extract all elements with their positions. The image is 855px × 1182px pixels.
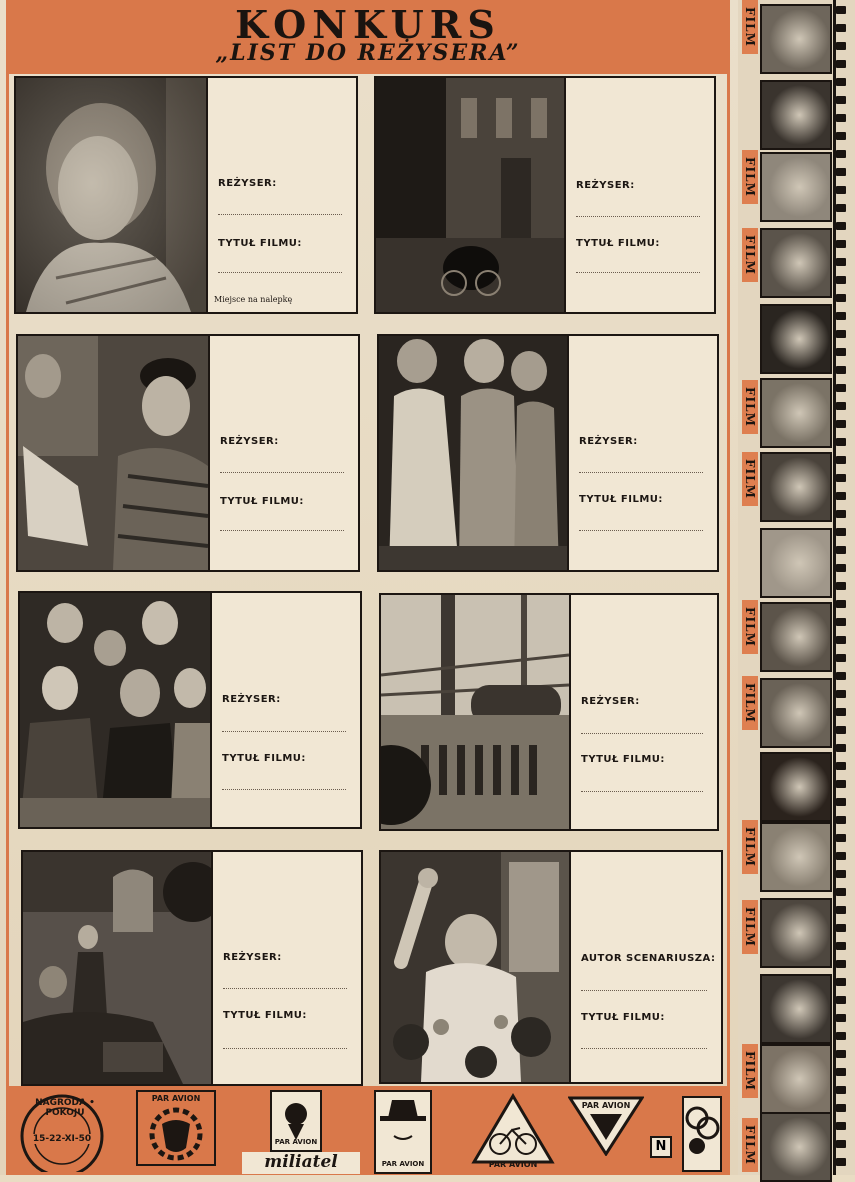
film-perforation [836,24,846,32]
film-strip-frame [760,304,832,374]
film-perforation [836,600,846,608]
film-title-label: TYTUŁ FILMU: [576,238,660,249]
film-perforation [836,816,846,824]
shield-stamp [568,1094,644,1156]
director-label: REŻYSER: [581,696,640,707]
director-label: REŻYSER: [579,436,638,447]
postmark-stamp [16,1092,108,1172]
film-strip-frame [760,602,832,672]
entry-form [210,334,360,572]
film-perforation [836,564,846,572]
entry-form [569,334,719,572]
film-perforation [836,744,846,752]
film-perforation [836,852,846,860]
film-perforation [836,276,846,284]
film-perforation [836,258,846,266]
film-perforation [836,762,846,770]
stamps-footer [6,1086,730,1175]
film-perforation [836,132,846,140]
film-perforation [836,924,846,932]
film-title-entry-line[interactable] [222,789,346,790]
entry-form [208,76,358,314]
director-label: REŻYSER: [223,952,282,963]
page-subtitle: „LIST DO REŻYSERA” [215,40,521,66]
par-avion-label: PAR AVION [274,1138,318,1146]
film-strip-word: FILM [742,380,758,434]
film-perforation [836,636,846,644]
film-strip-frame [760,4,832,74]
film-perforation [836,888,846,896]
film-perforation [836,1122,846,1130]
film-strip-frame [760,452,832,522]
par-avion-label: PAR AVION [488,1160,538,1169]
film-title-entry-line[interactable] [581,1048,707,1049]
film-title-label: TYTUŁ FILMU: [581,754,665,765]
film-perforation [836,312,846,320]
film-perforation [836,366,846,374]
film-strip-word: FILM [742,1118,758,1172]
shuttlecock-stamp [270,1090,322,1152]
entry-form [212,591,362,829]
film-perforation [836,996,846,1004]
film-still-photo [379,593,571,831]
rings-stamp [682,1096,722,1172]
film-perforation [836,1104,846,1112]
film-perforation [836,618,846,626]
film-perforation [836,114,846,122]
film-still-photo [374,76,566,314]
director-label: REŻYSER: [220,436,279,447]
film-strip-word: FILM [742,820,758,874]
bicycle-stamp [470,1092,556,1172]
film-strip-frame [760,1044,832,1114]
film-perforation [836,942,846,950]
film-perforation [836,1158,846,1166]
film-strip-word: FILM [742,1044,758,1098]
film-still-photo [379,850,571,1084]
film-perforation [836,546,846,554]
film-still-photo [377,334,569,572]
film-perforation [836,456,846,464]
film-title-entry-line[interactable] [581,791,703,792]
film-perforation [836,780,846,788]
film-perforation [836,204,846,212]
film-perforation [836,1032,846,1040]
film-title-label: TYTUŁ FILMU: [579,494,663,505]
director-entry-line[interactable] [222,731,346,732]
film-strip-word: FILM [742,600,758,654]
film-perforation [836,834,846,842]
brand-stamp [242,1152,360,1174]
entry-form [213,850,363,1086]
film-perforation [836,798,846,806]
hat-stamp [374,1090,432,1174]
postmark-text: NAGRODA • POKOJU [35,1098,95,1118]
film-strip-frame [760,752,832,822]
film-perforation [836,384,846,392]
film-strip-frame [760,528,832,598]
film-strip-frame [760,378,832,448]
film-perforation [836,294,846,302]
film-title-label: TYTUŁ FILMU: [220,496,304,507]
par-avion-label: PAR AVION [381,1160,425,1168]
film-perforation [836,474,846,482]
film-strip-frame [760,974,832,1044]
film-strip-word: FILM [742,452,758,506]
film-perforation [836,1086,846,1094]
film-perforation [836,492,846,500]
film-title-label: TYTUŁ FILMU: [581,1012,665,1023]
film-perforation [836,1068,846,1076]
film-strip-frame [760,898,832,968]
film-title-label: TYTUŁ FILMU: [218,238,302,249]
film-perforation [836,420,846,428]
film-strip-word: FILM [742,228,758,282]
film-strip-word: FILM [742,0,758,54]
film-strip-word: FILM [742,676,758,730]
director-entry-line[interactable] [576,216,700,217]
film-perforation [836,78,846,86]
film-strip-frame [760,152,832,222]
par-avion-label: PAR AVION [151,1094,201,1103]
film-title-entry-line[interactable] [218,272,342,273]
film-strip-frame [760,822,832,892]
film-perforation [836,1140,846,1148]
film-perforation [836,96,846,104]
film-still-photo [16,334,210,572]
film-strip-frame [760,80,832,150]
film-perforation [836,222,846,230]
film-perforation [836,510,846,518]
film-perforation [836,582,846,590]
theatre-mask-stamp [136,1090,216,1166]
film-perforation [836,348,846,356]
screenwriter-label: AUTOR SCENARIUSZA: [581,953,716,964]
film-strip-word: FILM [742,150,758,204]
film-perforation [836,42,846,50]
entry-form [571,593,719,831]
film-still-photo [21,850,213,1086]
film-perforation [836,870,846,878]
film-still-photo [14,76,208,314]
entry-form [566,76,716,314]
entry-form [571,850,723,1084]
film-perforation [836,672,846,680]
film-perforation [836,960,846,968]
page-title: KONKURS [235,2,501,47]
director-entry-line[interactable] [581,733,703,734]
film-strip-frame [760,228,832,298]
film-strip-frame [760,678,832,748]
film-perforation [836,708,846,716]
film-perforation [836,654,846,662]
film-perforation [836,186,846,194]
film-title-label: TYTUŁ FILMU: [222,753,306,764]
film-perforation [836,906,846,914]
film-title-entry-line[interactable] [223,1048,347,1049]
film-strip-word: FILM [742,900,758,954]
page-header [6,0,730,74]
film-perforation [836,168,846,176]
director-label: REŻYSER: [576,180,635,191]
film-perforation [836,240,846,248]
sticker-place-note: Miejsce na nalepkę [214,295,293,304]
film-perforation [836,330,846,338]
director-entry-line[interactable] [220,472,344,473]
film-perforation [836,690,846,698]
film-perforation [836,60,846,68]
brand-label: miliatel [264,1152,338,1172]
film-strip-frame [760,1112,832,1182]
film-perforation [836,1014,846,1022]
director-label: REŻYSER: [218,178,277,189]
film-still-photo [18,591,212,829]
film-perforation [836,528,846,536]
film-title-entry-line[interactable] [220,530,344,531]
film-perforation [836,978,846,986]
film-perforation [836,150,846,158]
screenwriter-entry-line[interactable] [581,990,707,991]
film-perforation [836,402,846,410]
par-avion-label: PAR AVION [581,1101,631,1110]
director-label: REŻYSER: [222,694,281,705]
director-entry-line[interactable] [579,472,703,473]
film-title-label: TYTUŁ FILMU: [223,1010,307,1021]
director-entry-line[interactable] [218,214,342,215]
film-perforation [836,438,846,446]
film-title-entry-line[interactable] [576,272,700,273]
postmark-date: 15-22-XI-50 [30,1134,94,1144]
director-entry-line[interactable] [223,988,347,989]
film-title-entry-line[interactable] [579,530,703,531]
film-perforation [836,1050,846,1058]
film-perforation [836,6,846,14]
film-perforation [836,726,846,734]
n-box-stamp: N [650,1136,672,1158]
